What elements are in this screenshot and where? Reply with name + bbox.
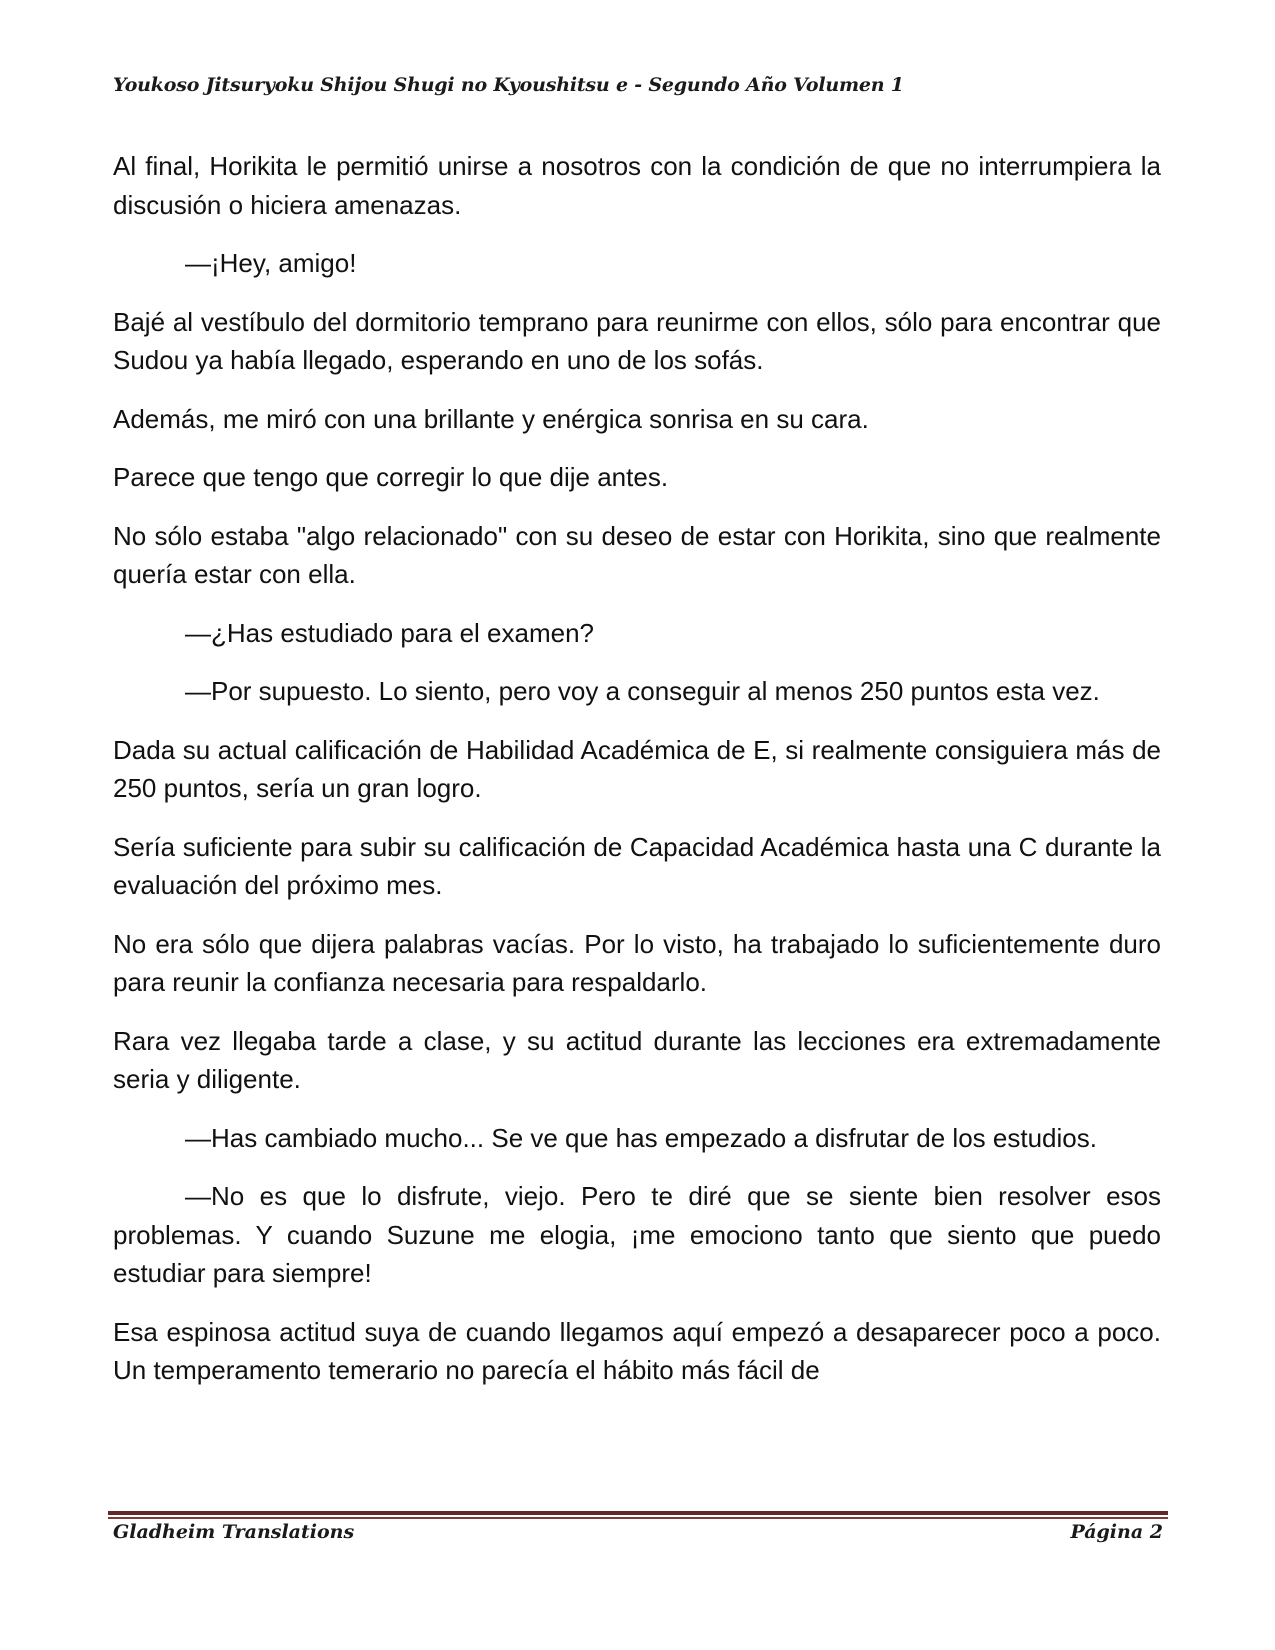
- footer-page-number: Página 2: [1070, 1521, 1163, 1543]
- paragraph: Sería suficiente para subir su calificación de Capacidad Académica hasta una C durante la evaluación del próximo mes.: [113, 831, 1161, 900]
- dialogue-line: —Has cambiado mucho... Se ve que has empezado a disfrutar de los estudios.: [185, 1122, 1097, 1153]
- paragraph: No sólo estaba "algo relacionado" con su deseo de estar con Horikita, sino que realmente quería estar con ella.: [113, 520, 1161, 589]
- dialogue-line: —Por supuesto. Lo siento, pero voy a conseguir al menos 250 puntos esta vez.: [185, 676, 1100, 706]
- footer-rule: [108, 1511, 1168, 1519]
- paragraph: Bajé al vestíbulo del dormitorio temprano para reunirme con ellos, sólo para encontrar que Sudou ya había llegado, esperando en uno de los sofás.: [113, 306, 1161, 375]
- running-header: Youkoso Jitsuryoku Shijou Shugi no Kyoushitsu e - Segundo Año Volumen 1: [113, 74, 904, 96]
- footer-publisher: Gladheim Translations: [113, 1521, 355, 1543]
- paragraph: Rara vez llegaba tarde a clase, y su actitud durante las lecciones era extremadamente seria y diligente.: [113, 1025, 1161, 1094]
- dialogue-line: —No es que lo disfrute, viejo. Pero te diré que se siente bien resolver esos problemas. Y cuando Suzune me elogia, ¡me emociono tanto que siento que puedo estudiar para siempre!: [113, 1181, 1161, 1288]
- dialogue-line: —¿Has estudiado para el examen?: [185, 617, 595, 648]
- body-text: [113, 147, 1161, 1410]
- dialogue-line: —¡Hey, amigo!: [185, 248, 357, 278]
- paragraph: Dada su actual calificación de Habilidad Académica de E, si realmente consiguiera más de 250 puntos, sería un gran logro.: [113, 734, 1161, 803]
- paragraph: Además, me miró con una brillante y enérgica sonrisa en su cara.: [113, 403, 869, 434]
- paragraph: No era sólo que dijera palabras vacías. Por lo visto, ha trabajado lo suficientemente duro para reunir la confianza necesaria para respaldarlo.: [113, 928, 1161, 997]
- paragraph: Esa espinosa actitud suya de cuando llegamos aquí empezó a desaparecer poco a poco. Un temperamento temerario no parecía el hábito más fácil de: [113, 1316, 1161, 1385]
- paragraph: Parece que tengo que corregir lo que dije antes.: [113, 462, 669, 492]
- paragraph: Al final, Horikita le permitió unirse a nosotros con la condición de que no interrumpiera la discusión o hiciera amenazas.: [113, 151, 1161, 220]
